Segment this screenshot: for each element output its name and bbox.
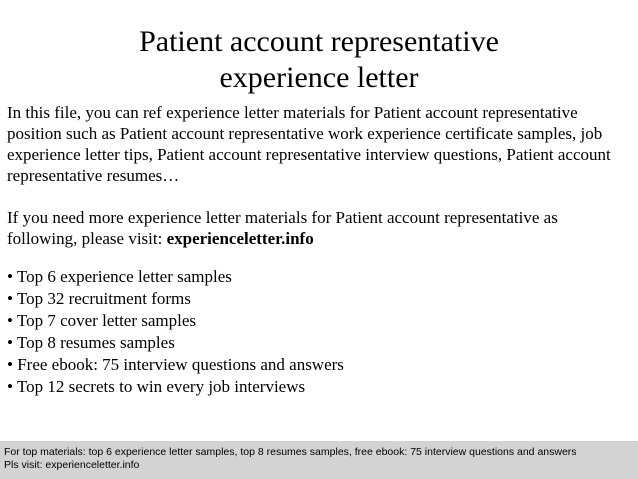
visit-text: If you need more experience letter materials for Patient account representative as following, please visit: [7, 208, 558, 248]
list-item: • Free ebook: 75 interview questions and answers [7, 355, 344, 374]
list-item: • Top 12 secrets to win every job interviews [7, 377, 306, 396]
title-line-1: Patient account representative [139, 25, 499, 58]
footer-line-2: Pls visit: experienceletter.info [4, 459, 140, 471]
visit-paragraph [7, 207, 632, 249]
footer-line-1: For top materials: top 6 experience letter samples, top 8 resumes samples, free ebook: 75 interview questions and answers [4, 446, 577, 458]
bullet-list [7, 266, 632, 398]
footer-bar [0, 441, 638, 479]
list-item: • Top 8 resumes samples [7, 333, 175, 352]
list-item: • Top 6 experience letter samples [7, 267, 232, 286]
intro-paragraph: In this file, you can ref experience letter materials for Patient account representative position such as Patient account representative work experience certificate samples, job experience letter tips, Patient account representative interview questions, Patient account representative resumes… [7, 103, 611, 185]
page-title [0, 24, 638, 96]
list-item: • Top 32 recruitment forms [7, 289, 191, 308]
list-item: • Top 7 cover letter samples [7, 311, 197, 330]
title-line-2: experience letter [219, 61, 419, 94]
visit-link[interactable]: experienceletter.info [166, 229, 314, 248]
